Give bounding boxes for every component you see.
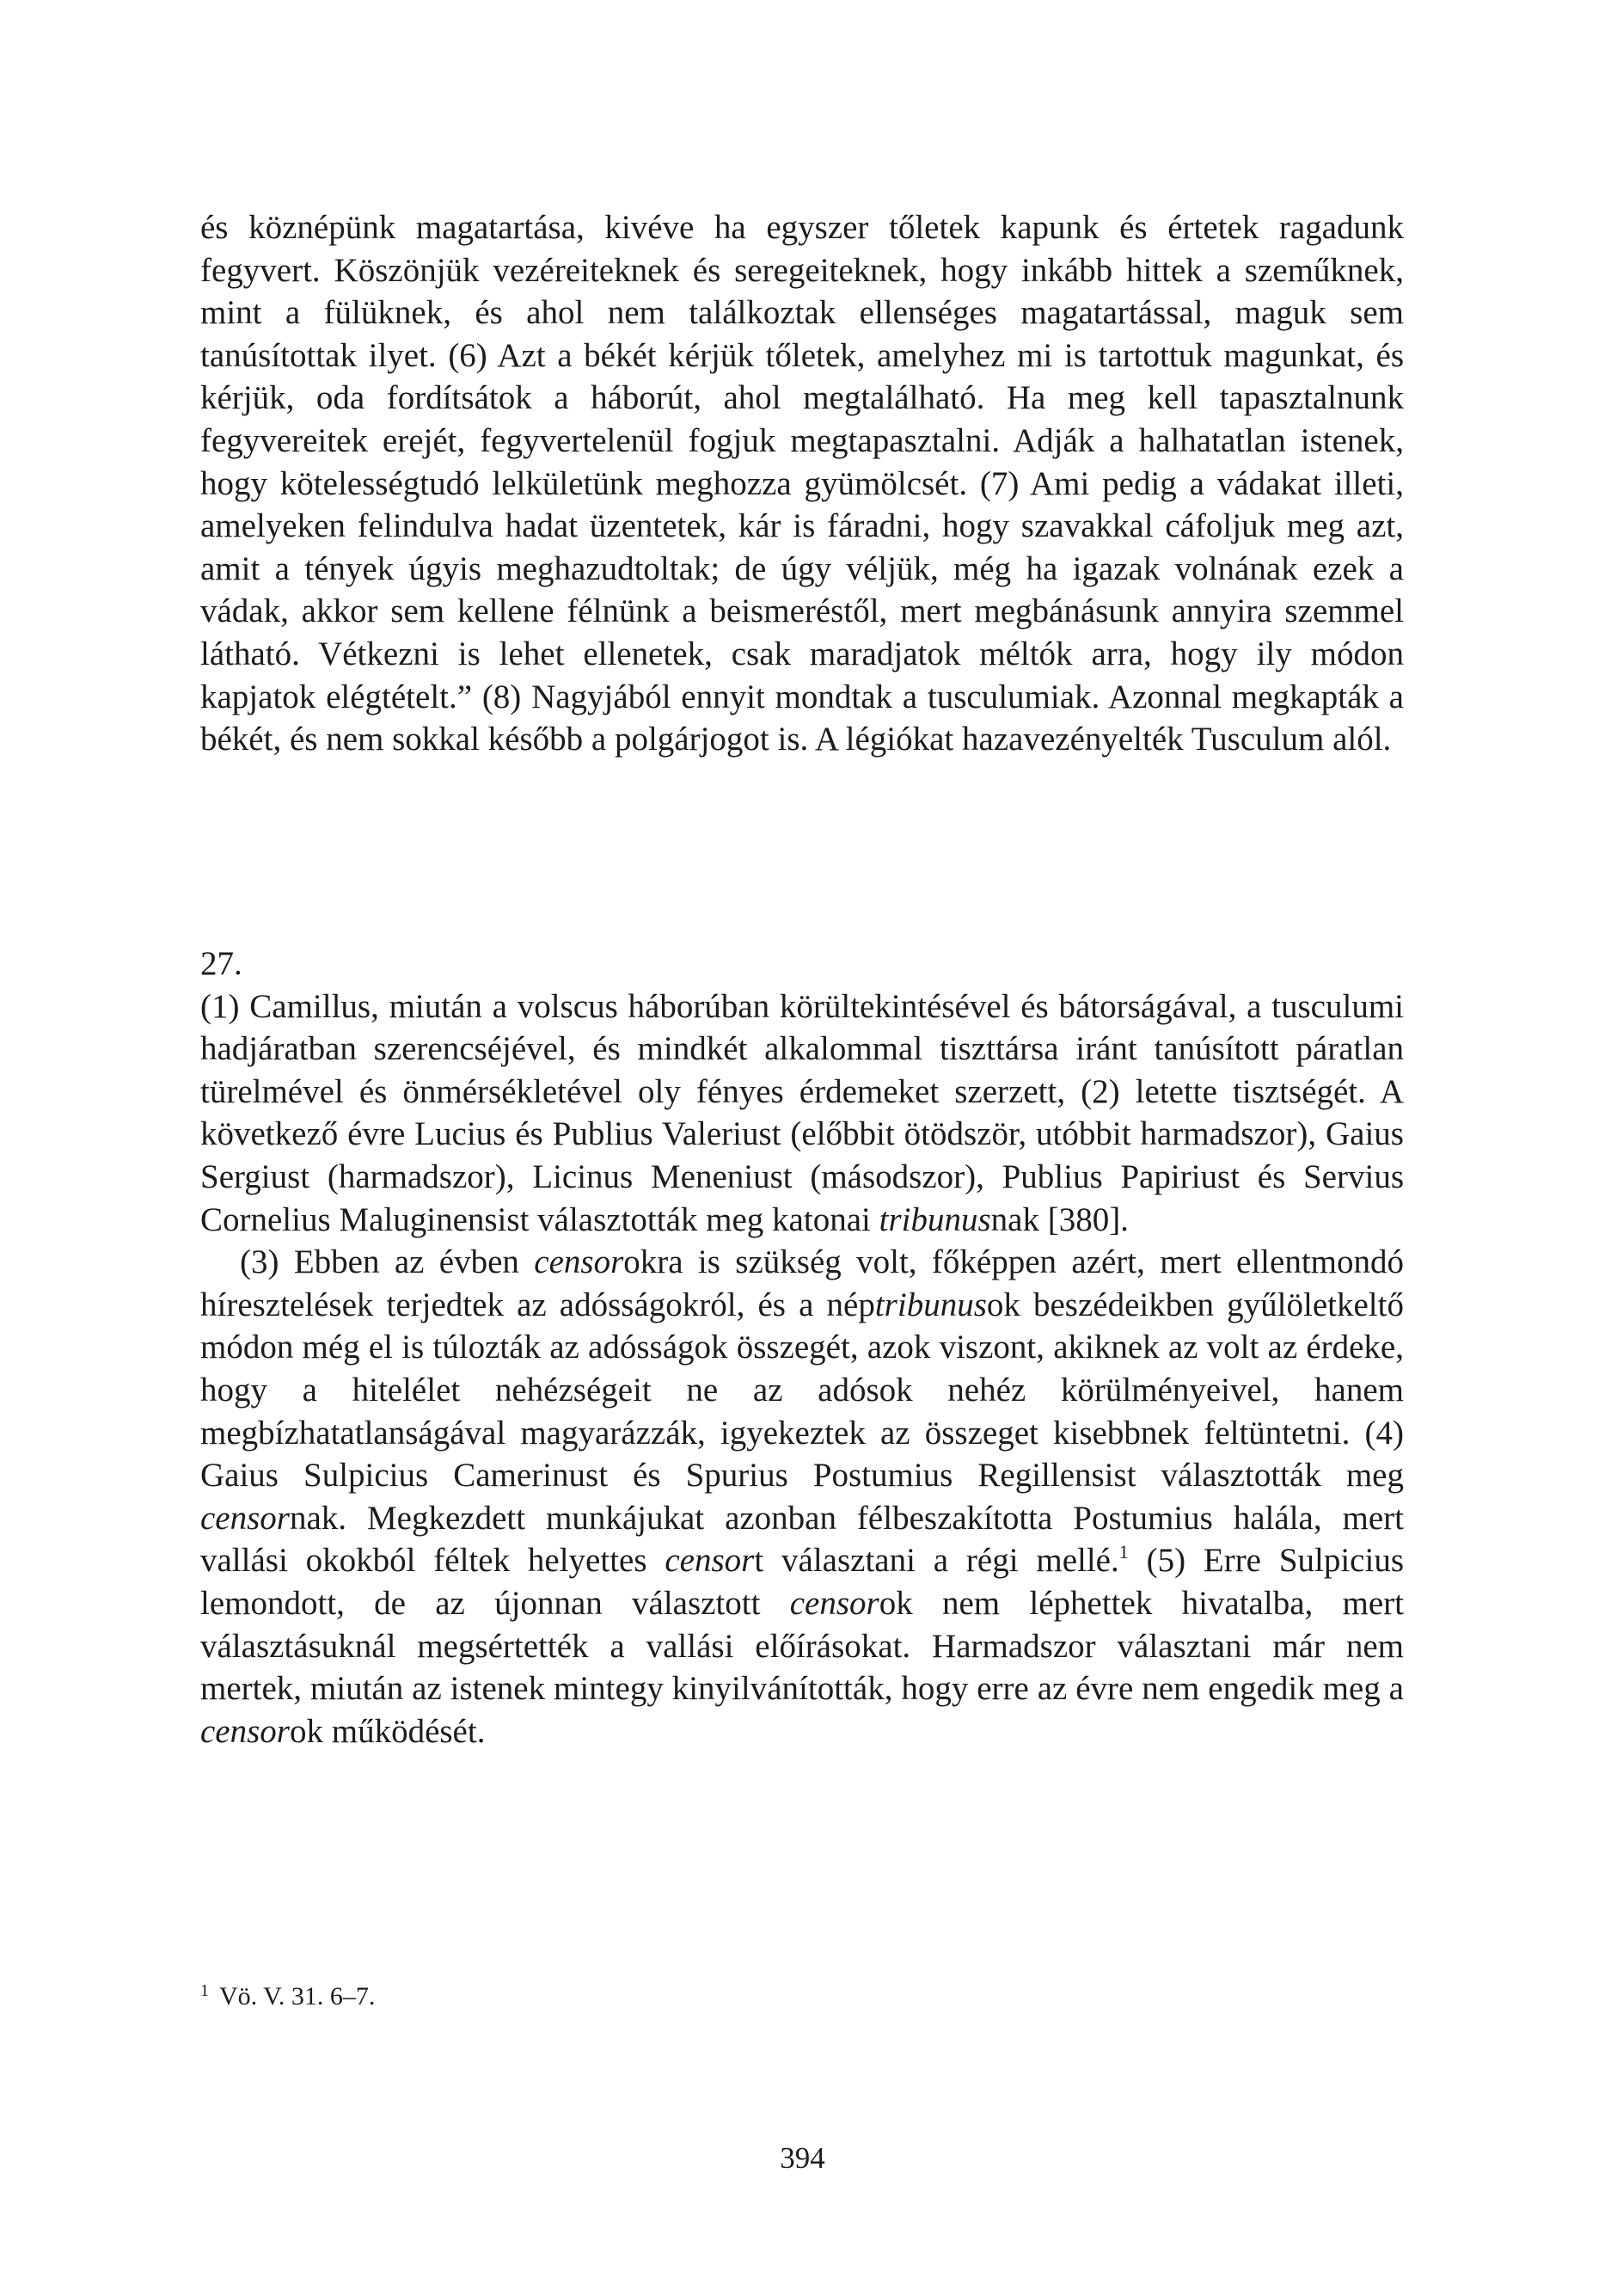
italic-term: tribunus <box>874 1286 987 1323</box>
italic-term: tribunus <box>879 1200 991 1238</box>
text-run: ok beszédeikben gyűlöletkeltő módon még el is túlozták az adósságok összegét, azok viszont, akiknek az volt az érdeke, hogy a hitelélet nehézségeit ne az adósok nehéz körülményeivel, hanem megbízhatatlanságával magyarázzák, igyekeztek az összeget kisebbnek feltüntetni. (4) Gaius Sulpicius Camerinust és Spurius Postumius Regillensist választották meg <box>200 1286 1404 1495</box>
text-run: ok nem léphettek hivatalba, mert választásuknál megsértették a vallási előírásokat. Harmadszor választani már nem mertek, miután az istenek mintegy kinyilvánították, hogy erre az évre nem engedik meg a <box>200 1584 1404 1708</box>
footnote-mark: 1 <box>200 1981 209 2000</box>
text-run: (1) Camillus, miután a volscus háborúban körültekintésével és bátorságával, a tusculumi hadjáratban szerencséjével, és mindkét alkalommal tiszttársa iránt tanúsított páratlan türelmével és önmérsékletével oly fényes érdemeket szerzett, (2) letette tisztségét. A következő évre Lucius és Publius Valeriust (előbbit ötödször, utóbbit harmadszor), Gaius Sergiust (harmadszor), Licinus Meneniust (másodszor), Publius Papiriust és Servius Cornelius Maluginensist választották meg katonai <box>200 987 1404 1238</box>
text-run: (3) Ebben az évben <box>240 1243 535 1281</box>
italic-term: censor <box>200 1499 290 1537</box>
text-run: nak. Megkezdett munkájukat azonban félbeszakította Postumius halála, mert vallási okokból féltek helyettes <box>200 1499 1404 1580</box>
paragraph-chapter-intro <box>200 985 1404 1242</box>
footnote <box>200 1980 1404 2014</box>
italic-term: censor <box>534 1243 624 1281</box>
text-run: ok működését. <box>289 1712 486 1750</box>
text-run: okra is szükség volt, főképpen azért, mert ellentmondó híresztelések terjedtek az adósságokról, és a nép <box>200 1243 1404 1323</box>
italic-term: censor <box>665 1542 755 1580</box>
italic-term: censor <box>200 1712 290 1750</box>
footnote-text: Vö. V. 31. 6–7. <box>219 1982 376 2011</box>
italic-term: censor <box>789 1584 879 1622</box>
page-number: 394 <box>780 2141 825 2175</box>
chapter-number: 27. <box>200 945 242 982</box>
main-text-chapter <box>200 942 1404 1753</box>
paragraph-continuation: és köznépünk magatartása, kivéve ha egyszer tőletek kapunk és értetek ragadunk fegyvert. Köszönjük vezéreiteknek és seregeiteknek, hogy inkább hittek a szeműknek, mint a fülüknek, és ahol nem találkoztak ellenséges magatartással, maguk sem tanúsítottak ilyet. (6) Azt a békét kérjük tőletek, amelyhez mi is tartottuk magunkat, és kérjük, oda fordítsátok a háborút, ahol megtalálható. Ha meg kell tapasztalnunk fegyvereitek erejét, fegyvertelenül fogjuk megtapasztalni. Adják a halhatatlan istenek, hogy kötelességtudó lelkületünk meghozza gyümölcsét. (7) Ami pedig a vádakat illeti, amelyeken felindulva hadat üzentetek, kár is fáradni, hogy szavakkal cáfoljuk meg azt, amit a tények úgyis meghazudtoltak; de úgy véljük, még ha igazak volnának ezek a vádak, akkor sem kellene félnünk a beismeréstől, mert megbánásunk annyira szemmel látható. Vétkezni is lehet ellenetek, csak maradjatok méltók arra, hogy ily módon kapjatok elégtételt.” (8) Nagyjából ennyit mondtak a tusculumiak. Azonnal megkapták a békét, és nem sokkal később a polgárjogot is. A légiókat hazavezényelték Tusculum alól. <box>200 209 1404 758</box>
text-run: t választani a régi mellé. <box>754 1542 1119 1580</box>
main-text-top <box>200 206 1404 761</box>
footnote-reference[interactable]: 1 <box>1118 1541 1129 1563</box>
paragraph-censors <box>200 1241 1404 1753</box>
text-run: (5) Erre Sulpicius lemondott, de az újonnan választott <box>200 1542 1405 1622</box>
text-run: nak [380]. <box>990 1200 1129 1238</box>
